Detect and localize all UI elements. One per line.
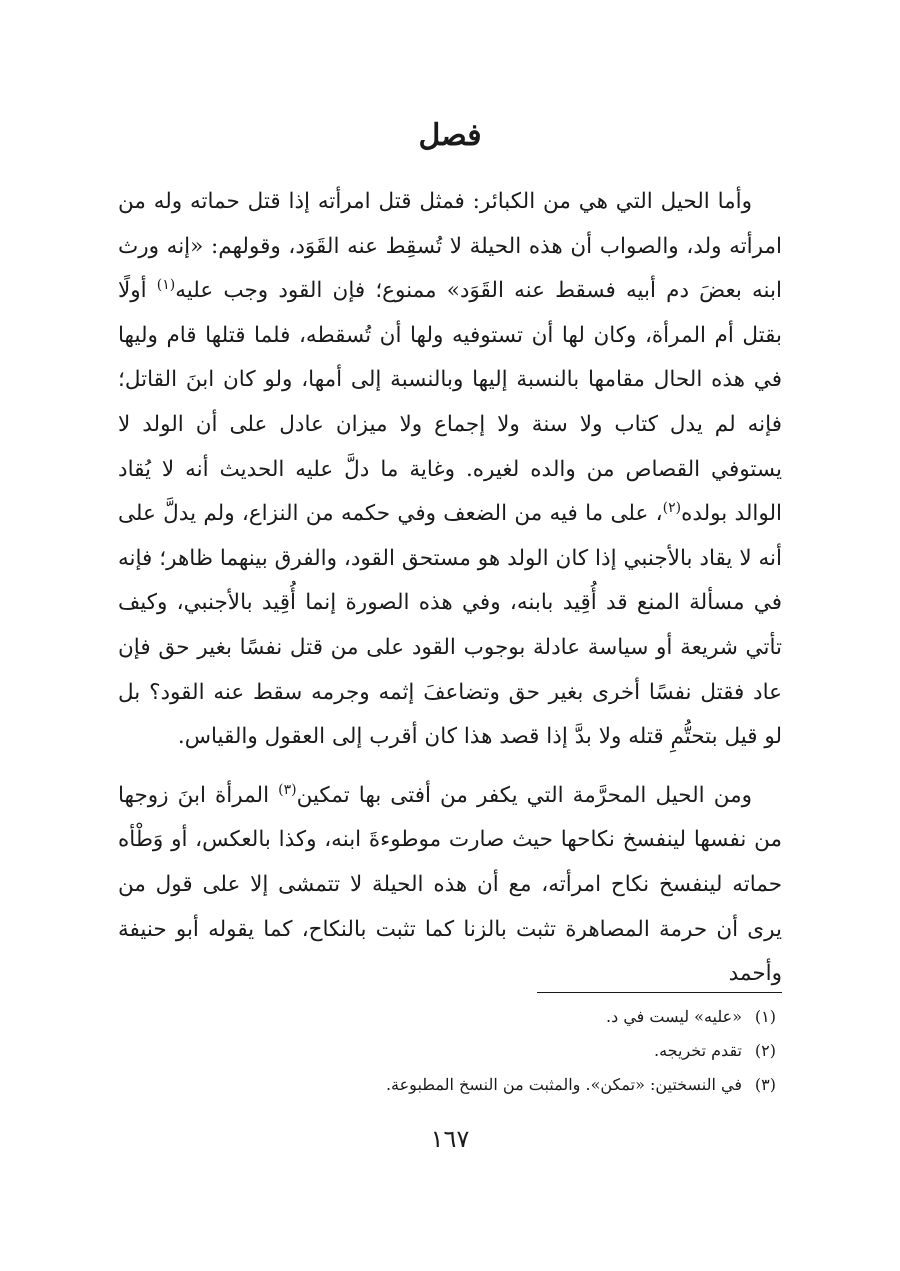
footnote-ref-1: (١) [156, 277, 176, 294]
page-number: ١٦٧ [430, 1125, 470, 1153]
paragraph-2 [118, 774, 782, 997]
main-text [118, 180, 782, 997]
footnote-text: «عليه» ليست في د. [606, 1007, 742, 1026]
paragraph-1 [118, 180, 782, 760]
footnote-number: (١) [754, 1007, 776, 1026]
footnote-number: (٢) [754, 1041, 776, 1060]
footnote-1 [118, 1000, 782, 1034]
section-heading: فصل [418, 118, 482, 153]
footnotes [118, 1000, 782, 1102]
footnote-text: تقدم تخريجه. [654, 1041, 742, 1060]
footnote-divider [537, 992, 782, 993]
paragraph-text: المرأة ابنَ زوجها من نفسها لينفسخ نكاحها حيث صارت موطوءةَ ابنه، وكذا بالعكس، أو وَطْأه حماته لينفسخ نكاح امرأته، مع أن هذه الحيلة لا تتمشى إلا على قول من يرى أن حرمة المصاهرة تثبت بالزنا كما تثبت بالنكاح، كما يقوله أبو حنيفة وأحمد [118, 782, 782, 987]
footnote-3 [118, 1068, 782, 1102]
footnote-2 [118, 1034, 782, 1068]
footnote-ref-2: (٢) [662, 500, 682, 516]
paragraph-text: أولًا بقتل أم المرأة، وكان لها أن تستوفيه ولها أن تُسقطه، فلما قتلها قام وليها في هذه الحال مقامها بالنسبة إليها وبالنسبة إلى أمها، ولو كان ابنَ القاتل؛ فإنه لم يدل كتاب ولا سنة ولا إجماع ولا ميزان عادل على أن الولد لا يستوفي القصاص من والده لغيره. وغاية ما دلَّ عليه الحديث أنه لا يُقاد الوالد بولده [118, 278, 782, 527]
paragraph-text: ، على ما فيه من الضعف وفي حكمه من النزاع، ولم يدلَّ على أنه لا يقاد بالأجنبي إذا كان الولد هو مستحق القود، والفرق بينهما ظاهر؛ فإنه في مسألة المنع قد أُقِيد بابنه، وفي هذه الصورة إنما أُقِيد بالأجنبي، وكيف تأتي شريعة أو سياسة عادلة بوجوب القود على من قتل نفسًا بغير حق فإن عاد فقتل نفسًا أخرى بغير حق وتضاعفَ إثمه وجرمه سقط عنه القود؟ بل لو قيل بتحتُّمِ قتله ولا بدَّ إذا قصد هذا كان أقرب إلى العقول والقياس. [118, 501, 782, 750]
footnote-text: في النسختين: «تمكن». والمثبت من النسخ المطبوعة. [385, 1075, 742, 1094]
footnote-ref-3: (٣) [278, 781, 297, 798]
paragraph-text: ومن الحيل المحرَّمة التي يكفر من أفتى بها تمكين [296, 782, 752, 808]
paragraph-text: وأما الحيل التي هي من الكبائر: فمثل قتل امرأته إذا قتل حماته وله من امرأته ولد، والصواب أن هذه الحيلة لا تُسقِط عنه القَوَد، وقولهم: «إنه ورث ابنه بعضَ دم أبيه فسقط عنه القَوَد» ممنوع؛ فإن القود وجب عليه [118, 189, 783, 304]
footnote-number: (٣) [754, 1075, 776, 1094]
